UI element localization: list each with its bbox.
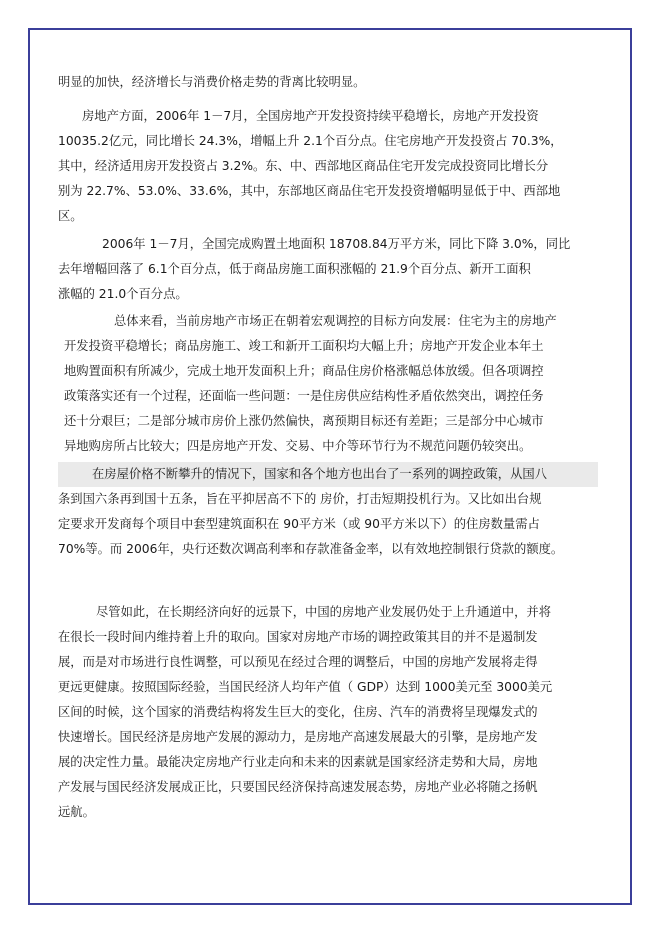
text-line: 明显的加快，经济增长与消费价格走势的背离比较明显。 [58, 75, 366, 89]
text-line: 展的决定性力量。最能决定房地产行业走向和未来的因素就是国家经济走势和大局，房地 [58, 755, 538, 769]
text-line: 总体来看，当前房地产市场正在朝着宏观调控的目标方向发展：住宅为主的房地产 [114, 314, 557, 328]
text-line: 开发投资平稳增长；商品房施工、竣工和新开工面积均大幅上升；房地产开发企业本年土 [64, 339, 544, 353]
text-line: 产发展与国民经济发展成正比，只要国民经济保持高速发展态势，房地产业必将随之扬帆 [58, 780, 538, 794]
text-line: 区间的时候，这个国家的消费结构将发生巨大的变化，住房、汽车的消费将呈现爆发式的 [58, 705, 538, 719]
text-line: 异地购房所占比较大；四是房地产开发、交易、中介等环节行为不规范问题仍较突出。 [64, 439, 532, 453]
paragraph-policy-measures [58, 462, 598, 562]
text-line: 区。 [58, 209, 83, 223]
text-line: 在房屋价格不断攀升的情况下，国家和各个地方也出台了一系列的调控政策，从国八 [58, 462, 598, 487]
text-line: 更远更健康。按照国际经验，当国民经济人均年产值（ GDP）达到 1000美元至 3000美元 [58, 680, 553, 694]
text-line: 2006年 1－7月，全国完成购置土地面积 18708.84万平方米，同比下降 3.0%，同比 [102, 237, 571, 251]
text-line: 尽管如此，在长期经济向好的远景下，中国的房地产业发展仍处于上升通道中，并将 [96, 605, 551, 619]
text-line: 房地产方面，2006年 1－7月，全国房地产开发投资持续平稳增长，房地产开发投资 [82, 109, 539, 123]
text-line: 快速增长。国民经济是房地产发展的源动力，是房地产高速发展最大的引擎，是房地产发 [58, 730, 538, 744]
paragraph-land-purchase [58, 232, 598, 307]
text-line: 10035.2亿元，同比增长 24.3%，增幅上升 2.1个百分点。住宅房地产开发投资占 70.3%， [58, 134, 563, 148]
paragraph-real-estate-investment [58, 104, 598, 229]
text-line: 别为 22.7%、53.0%、33.6%，其中，东部地区商品住宅开发投资增幅明显低于中、西部地 [58, 184, 561, 198]
text-line: 展，而是对市场进行良性调整，可以预见在经过合理的调整后，中国的房地产发展将走得 [58, 655, 538, 669]
text-line: 在很长一段时间内维持着上升的取向。国家对房地产市场的调控政策其目的并不是遏制发 [58, 630, 538, 644]
text-line: 条到国六条再到国十五条，旨在平抑居高不下的 房价，打击短期投机行为。又比如出台规 [58, 492, 542, 506]
text-line: 还十分艰巨；二是部分城市房价上涨仍然偏快，离预期目标还有差距；三是部分中心城市 [64, 414, 544, 428]
text-line: 定要求开发商每个项目中套型建筑面积在 90平方米（或 90平方米以下）的住房数量需占 [58, 517, 540, 531]
paragraph-long-term-outlook [58, 600, 598, 825]
paragraph-overall-assessment [64, 309, 604, 459]
text-line: 地购置面积有所减少，完成土地开发面积上升；商品住房价格涨幅总体放缓。但各项调控 [64, 364, 544, 378]
text-line: 去年增幅回落了 6.1个百分点，低于商品房施工面积涨幅的 21.9个百分点、新开工面积 [58, 262, 531, 276]
text-line: 涨幅的 21.0个百分点。 [58, 287, 188, 301]
text-line: 远航。 [58, 805, 95, 819]
text-line: 其中，经济适用房开发投资占 3.2%。东、中、西部地区商品住宅开发完成投资同比增长分 [58, 159, 549, 173]
text-line: 政策落实还有一个过程，还面临一些问题：一是住房供应结构性矛盾依然突出，调控任务 [64, 389, 544, 403]
text-line: 70%等。而 2006年，央行还数次调高利率和存款准备金率，以有效地控制银行贷款的额度。 [58, 542, 564, 556]
paragraph-continuation [58, 70, 598, 95]
